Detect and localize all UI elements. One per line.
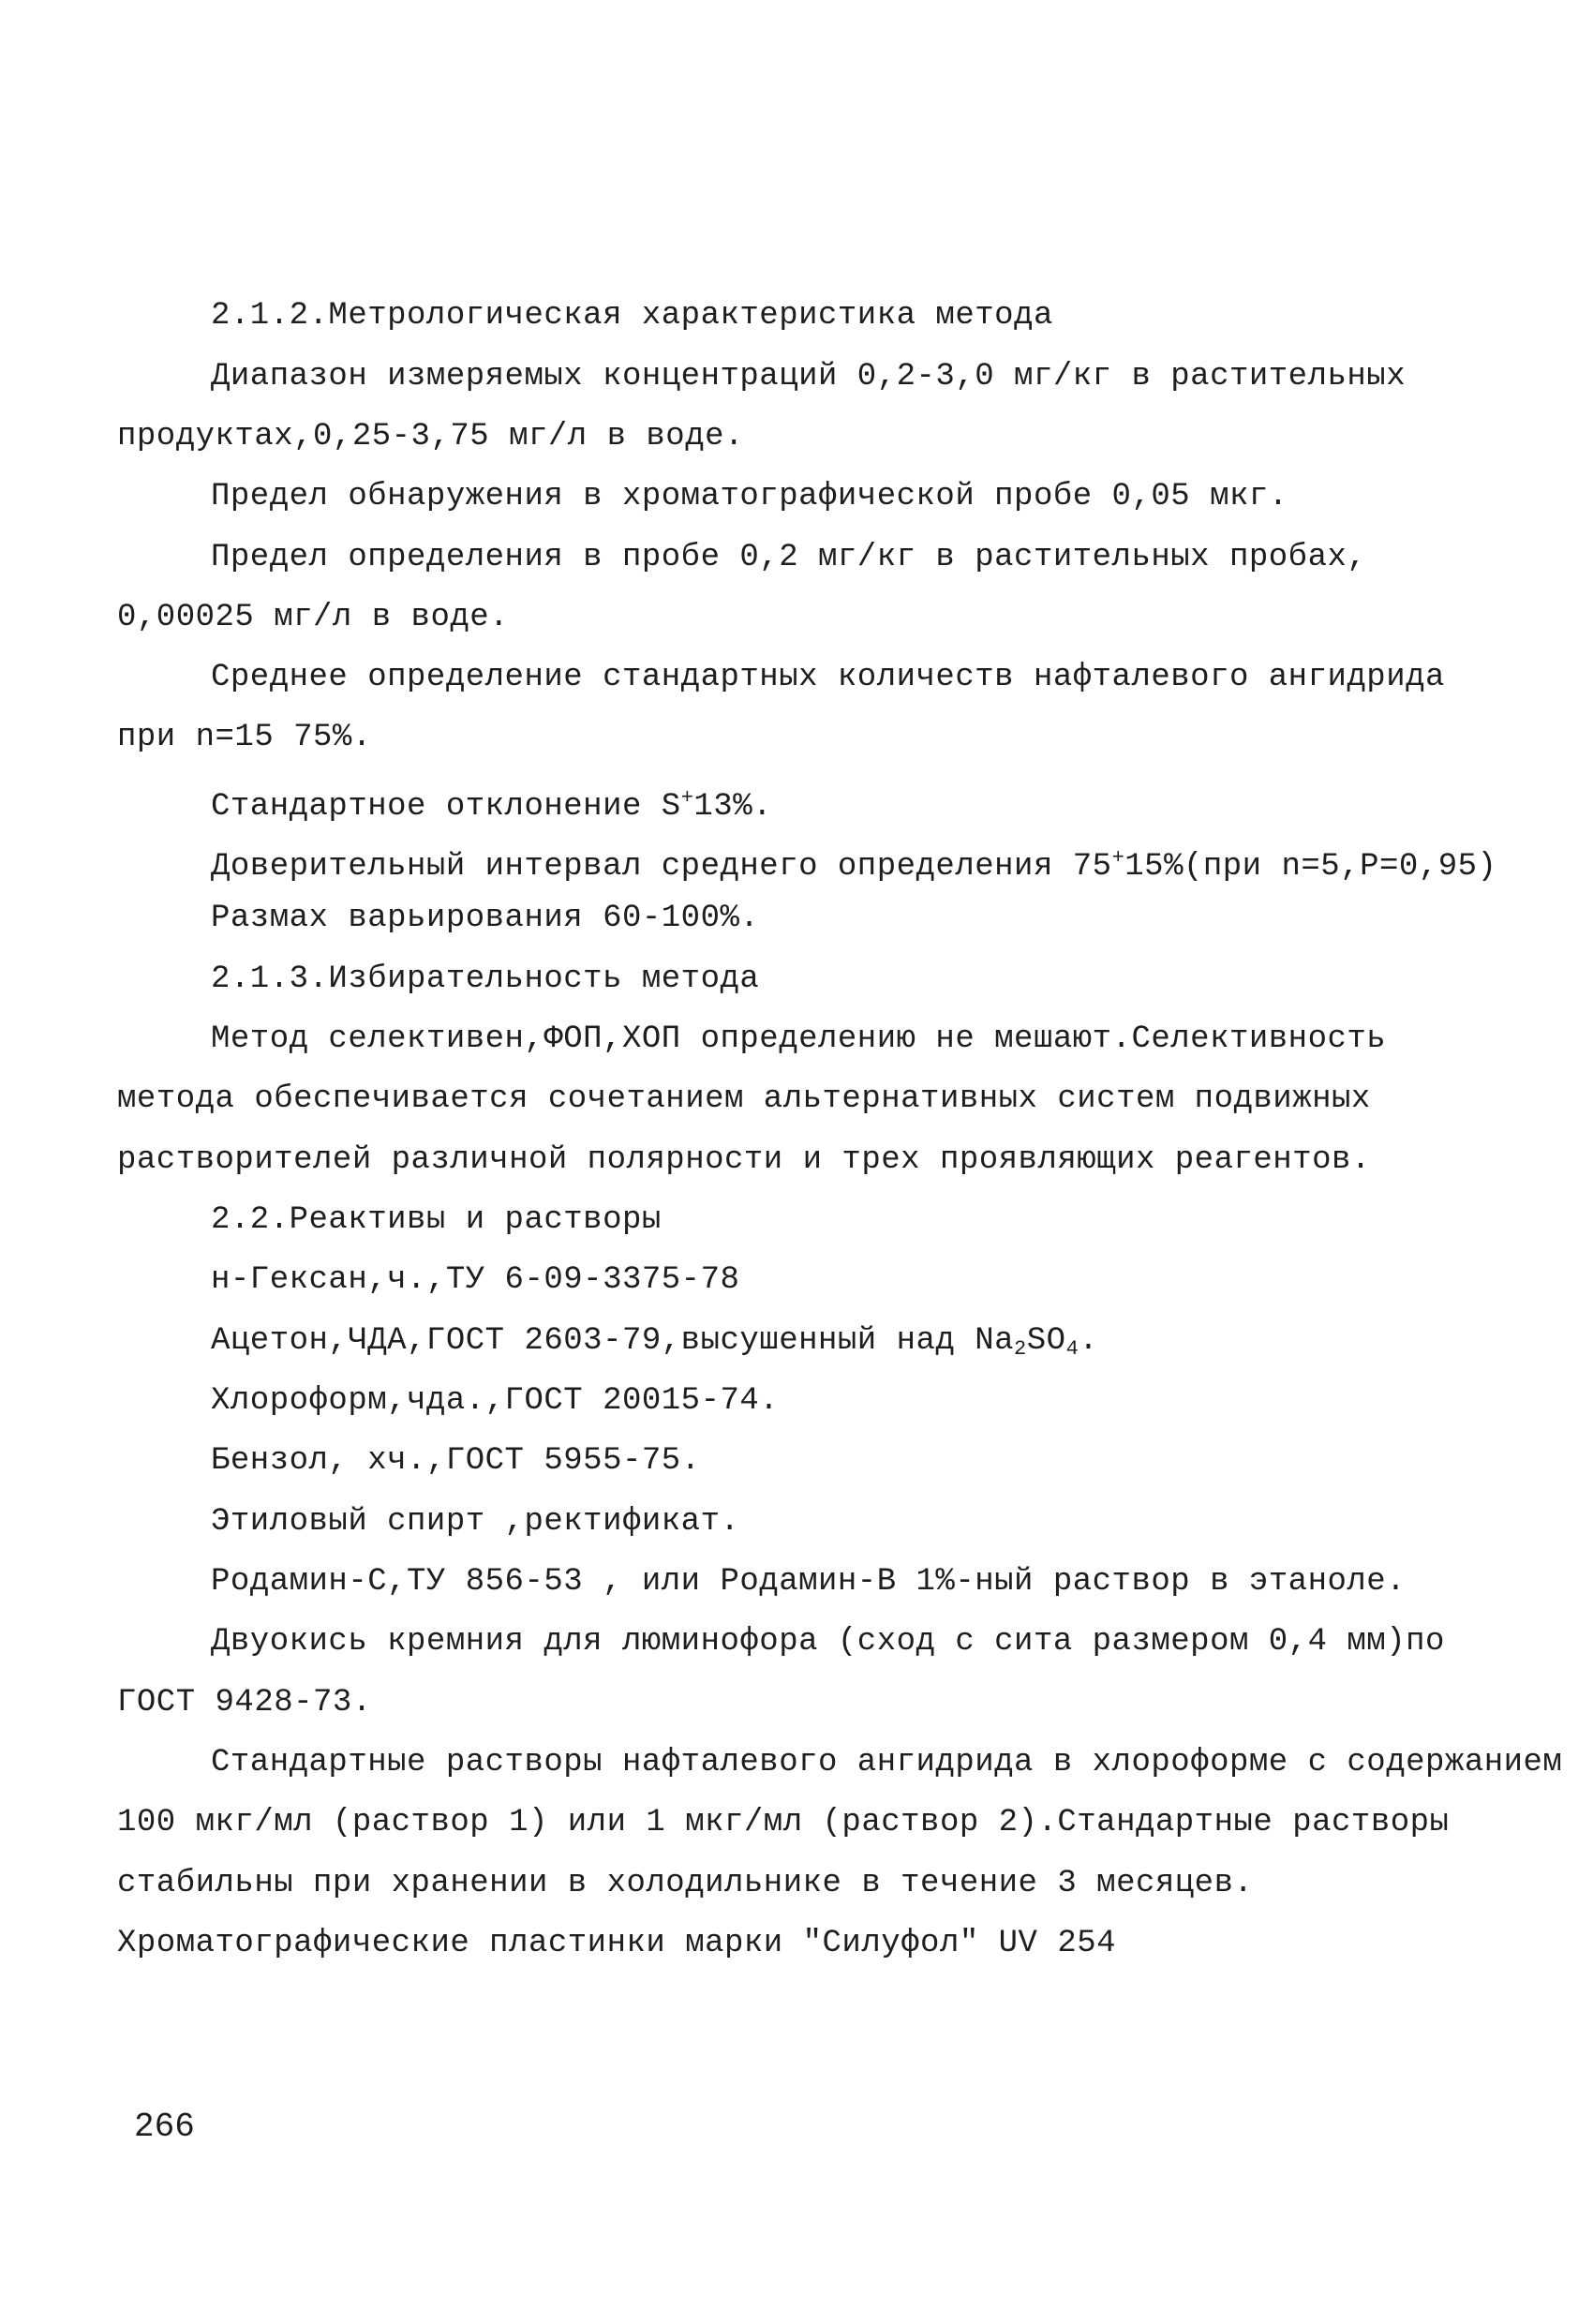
text-line: продуктах,0,25-3,75 мг/л в воде.: [117, 419, 744, 454]
plus-minus-sign: +: [1111, 846, 1125, 870]
text-line: растворителей различной полярности и трех проявляющих реагентов.: [117, 1142, 1371, 1178]
text-line: Размах варьирования 60-100%.: [211, 901, 760, 936]
text-fragment: Стандартное отклонение S: [211, 789, 681, 825]
text-line: Предел обнаружения в хроматографической пробе 0,05 мкг.: [211, 479, 1288, 514]
text-line: стабильны при хранении в холодильнике в течение 3 месяцев.: [117, 1866, 1254, 1901]
text-fragment: SO: [1026, 1323, 1066, 1359]
subscript: 4: [1065, 1337, 1079, 1361]
text-line: 100 мкг/мл (раствор 1) или 1 мкг/мл (раствор 2).Стандартные растворы: [117, 1805, 1450, 1840]
reagent-line: Этиловый спирт ,ректификат.: [211, 1504, 740, 1540]
text-line: Предел определения в пробе 0,2 мг/кг в растительных пробах,: [211, 540, 1367, 575]
plus-minus-sign: +: [680, 786, 694, 810]
section-heading-2-2: 2.2.Реактивы и растворы: [211, 1202, 662, 1238]
text-line: метода обеспечивается сочетанием альтернативных систем подвижных: [117, 1081, 1371, 1117]
reagent-line: Бензол, хч.,ГОСТ 5955-75.: [211, 1443, 701, 1479]
section-heading-2-1-3: 2.1.3.Избирательность метода: [211, 961, 760, 997]
reagent-line: н-Гексан,ч.,ТУ 6-09-3375-78: [211, 1262, 740, 1298]
text-line: Диапазон измеряемых концентраций 0,2-3,0 мг/кг в растительных: [211, 359, 1407, 395]
text-line-std-deviation: [211, 780, 772, 826]
reagent-line: Двуокись кремния для люминофора (сход с сита размером 0,4 мм)по: [211, 1624, 1445, 1660]
text-line: Среднее определение стандартных количеств нафталевого ангидрида: [211, 660, 1445, 695]
text-line-confidence-interval: [211, 840, 1496, 886]
text-line: Метод селективен,ФОП,ХОП определению не мешают.Селективность: [211, 1021, 1387, 1057]
page-number: 266: [134, 2108, 195, 2146]
text-line: при n=15 75%.: [117, 720, 372, 755]
reagent-line: Хлороформ,чда.,ГОСТ 20015-74.: [211, 1383, 780, 1419]
text-fragment: Ацетон,ЧДА,ГОСТ 2603-79,высушенный над Na: [211, 1323, 1015, 1359]
text-line: Хроматографические пластинки марки "Силуфол" UV 254: [117, 1926, 1117, 1961]
text-fragment: Доверительный интервал среднего определения 75: [211, 849, 1112, 885]
text-fragment: 13%.: [693, 789, 773, 825]
text-line: 0,00025 мг/л в воде.: [117, 600, 510, 635]
text-line: Стандартные растворы нафталевого ангидрида в хлороформе с содержанием: [211, 1745, 1563, 1780]
text-line: ГОСТ 9428-73.: [117, 1685, 372, 1721]
reagent-line: Родамин-С,ТУ 856-53 , или Родамин-В 1%-ный раствор в этаноле.: [211, 1564, 1407, 1600]
text-fragment: 15%(при n=5,P=0,95): [1124, 849, 1497, 885]
subscript: 2: [1014, 1337, 1027, 1361]
text-fragment: .: [1079, 1323, 1099, 1359]
reagent-line-acetone: [211, 1322, 1098, 1368]
section-heading-2-1-2: 2.1.2.Метрологическая характеристика метода: [211, 298, 1053, 334]
